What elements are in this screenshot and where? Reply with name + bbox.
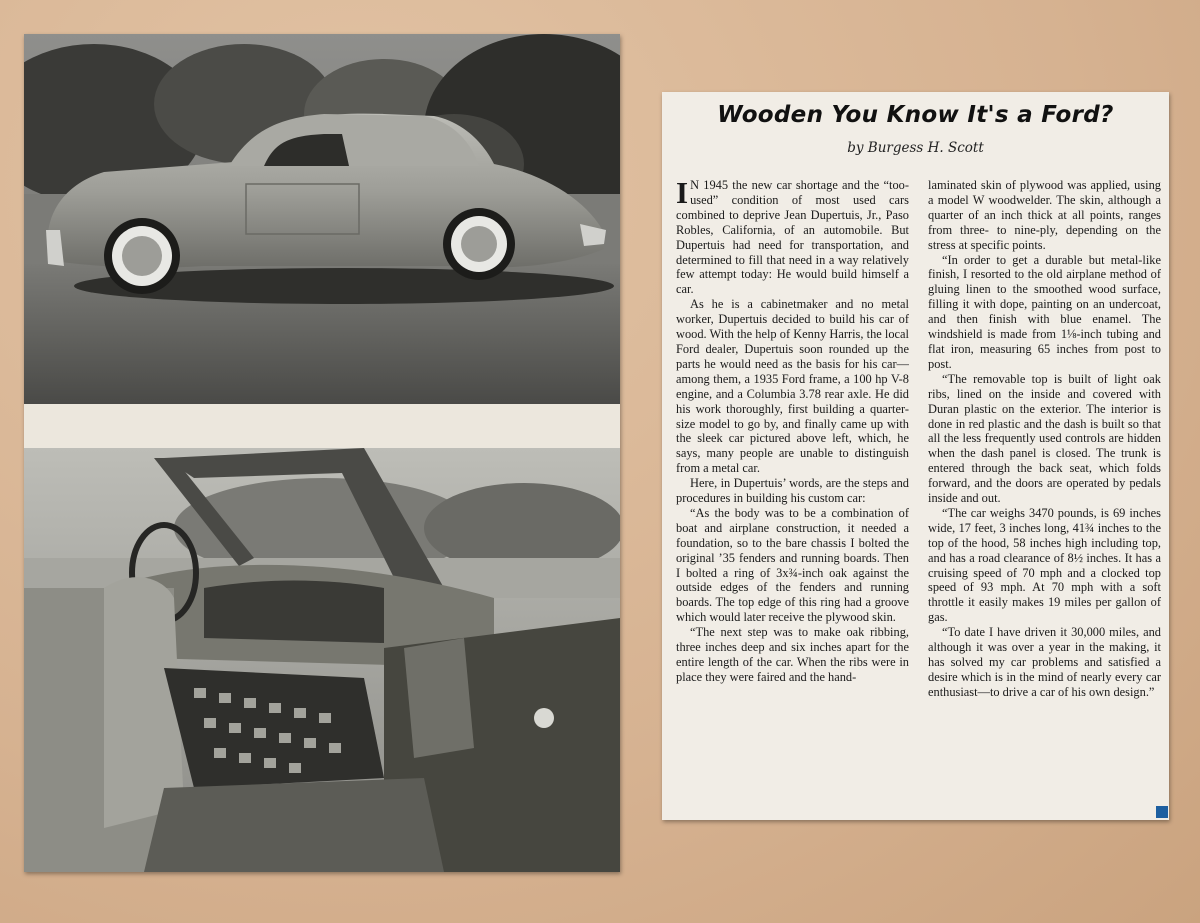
paragraph: Here, in Dupertuis’ words, are the steps and procedures in building his custom car: xyxy=(676,476,909,506)
article-title: Wooden You Know It's a Ford? xyxy=(717,102,1114,128)
article-column-right xyxy=(928,178,1161,818)
blue-marker-square xyxy=(1156,806,1168,818)
photo-page xyxy=(24,34,620,872)
car-interior-photo xyxy=(24,448,620,872)
article-clipping xyxy=(662,92,1169,820)
paragraph: “The car weighs 3470 pounds, is 69 inches wide, 17 feet, 3 inches long, 41¾ inches to the top of the hood, 58 inches high including top, and has a road clearance of 8½ inches. It has a cruising speed of 70 mph and a clocked top speed of 93 mph. At 70 mph with a soft throttle it easily makes 19 miles per gallon of gas. xyxy=(928,505,1161,625)
drop-cap: I xyxy=(676,178,689,210)
paragraph: As he is a cabinetmaker and no metal worker, Dupertuis decided to build his car of wood. With the help of Kenny Harris, the local Ford dealer, Dupertuis soon rounded up the parts he would need as the basis for his car—among them, a 1935 Ford frame, a 100 hp V-8 engine, and a Columbia 3.78 rear axle. He did his work thoroughly, first building a quarter-size model to go by, and finally came up with the sleek car pictured above left, which, he says, many people are unable to distinguish from a metal car. xyxy=(676,297,909,476)
paragraph: “In order to get a durable but metal-like finish, I resorted to the old airplane method of gluing linen to the smoothed wood surface, filling it with dope, painting on an undercoat, and then finish with blue enamel. The windshield is made from 1⅛-inch tubing and flat iron, measuring 65 inches from post to post. xyxy=(928,252,1161,371)
article-body xyxy=(676,178,1161,818)
paragraph: I N 1945 the new car shortage and the “too-used” condition of most used cars combined to deprive Jean Dupertuis, Jr., Paso Robles, California, of an automobile. But Dupertuis had need for transportation, and determined to fill that need in a way relatively few attempt today: He would build himself a car. xyxy=(676,178,909,297)
article-byline: by Burgess H. Scott xyxy=(847,140,984,156)
paragraph: laminated skin of plywood was applied, using a model W woodwelder. The skin, although a quarter of an inch thick at all points, ranges from three- to nine-ply, depending on the stress at specific points. xyxy=(928,178,1161,252)
car-exterior-photo xyxy=(24,34,620,404)
paragraph: “To date I have driven it 30,000 miles, and although it was over a year in the making, it has solved my car problems and satisfied a desire which is in the mind of nearly every car enthusiast—to drive a car of his own design.” xyxy=(928,625,1161,699)
article-column-left xyxy=(676,178,909,818)
paragraph: “As the body was to be a combination of boat and airplane construction, it needed a foundation, so to the bare chassis I bolted the original ’35 fenders and running boards. Then I bolted a ring of 3x¾-inch oak against the outside edges of the fenders and running boards. The top edge of this ring had a groove which would later receive the plywood skin. xyxy=(676,505,909,625)
paragraph: “The next step was to make oak ribbing, three inches deep and six inches apart for the entire length of the car. When the ribs were in place they were faired and the hand- xyxy=(676,625,909,684)
paragraph: “The removable top is built of light oak ribs, lined on the inside and covered with Duran plastic on the exterior. The interior is done in red plastic and the dash is built so that all the less frequently used controls are hidden when the dash panel is closed. The trunk is entered through the back seat, which folds forward, and the doors are operated by pedals inside and out. xyxy=(928,371,1161,506)
